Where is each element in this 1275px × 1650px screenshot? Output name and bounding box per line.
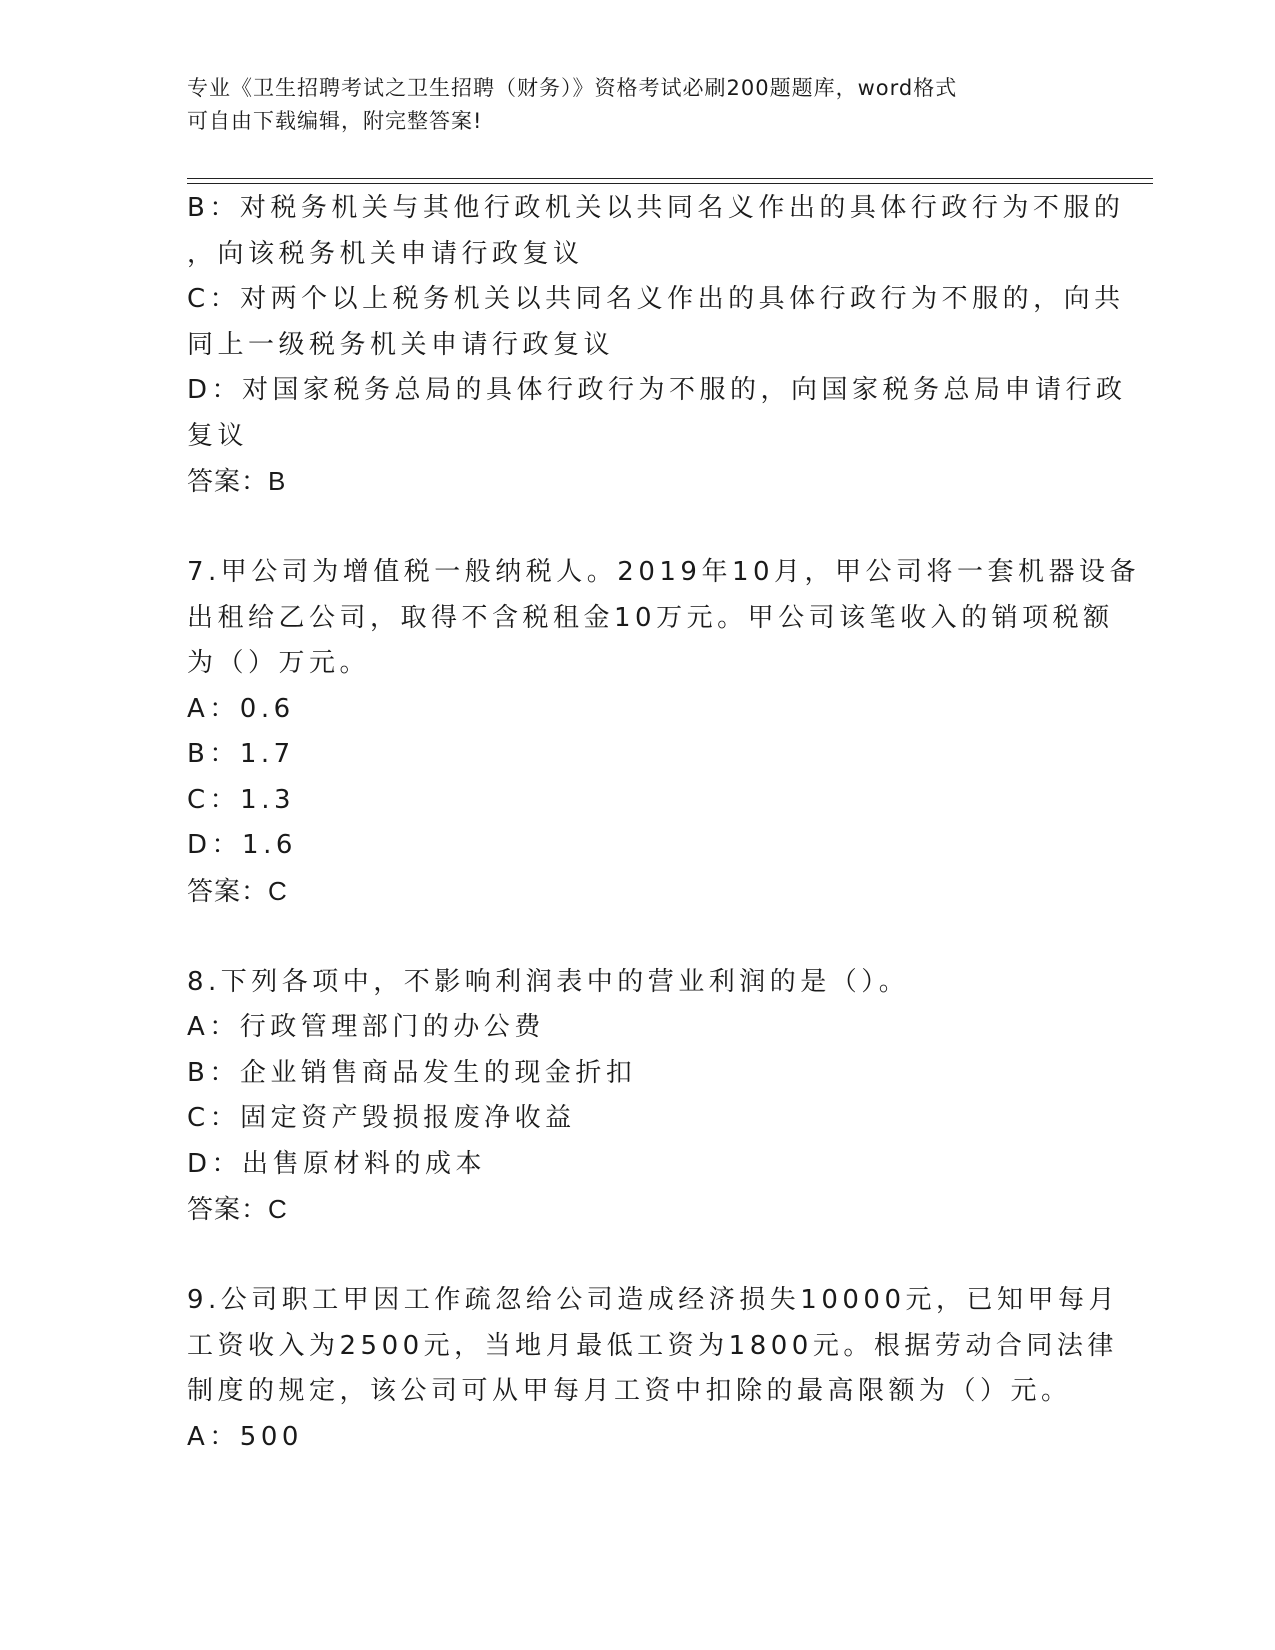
question-stem-line-1: 7.甲公司为增值税一般纳税人。2019年10月，甲公司将一套机器设备 bbox=[187, 557, 1141, 587]
question-stem-line-1: 8.下列各项中，不影响利润表中的营业利润的是（）。 bbox=[187, 966, 910, 997]
option-a: A：行政管理部门的办公费 bbox=[187, 1012, 545, 1042]
page-header bbox=[187, 72, 1067, 138]
option-d-line-1: D：对国家税务总局的具体行政行为不服的，向国家税务总局申请行政 bbox=[187, 375, 1127, 405]
question-7 bbox=[187, 550, 1141, 914]
question-stem-line-3: 为（）万元。 bbox=[187, 648, 371, 678]
answer-line: 答案：B bbox=[187, 466, 287, 496]
option-c: C：固定资产毁损报废净收益 bbox=[187, 1103, 576, 1133]
option-c: C：1.3 bbox=[187, 784, 296, 815]
question-8 bbox=[187, 960, 1087, 1233]
header-divider-bottom bbox=[187, 183, 1153, 184]
option-b: B：1.7 bbox=[187, 739, 295, 769]
option-d: D：1.6 bbox=[187, 830, 297, 860]
answer-line: 答案：C bbox=[187, 875, 288, 906]
question-6-tail bbox=[187, 186, 1127, 505]
question-9 bbox=[187, 1278, 1120, 1460]
spacer bbox=[187, 1233, 1087, 1279]
question-stem-line-1: 9.公司职工甲因工作疏忽给公司造成经济损失10000元，已知甲每月 bbox=[187, 1285, 1120, 1315]
spacer bbox=[187, 914, 1087, 960]
question-stem-line-2: 出租给乙公司，取得不含税租金10万元。甲公司该笔收入的销项税额 bbox=[187, 602, 1114, 633]
option-b: B：企业销售商品发生的现金折扣 bbox=[187, 1057, 637, 1088]
option-d-line-2: 复议 bbox=[187, 420, 249, 451]
option-c-line-2: 同上一级税务机关申请行政复议 bbox=[187, 329, 615, 360]
answer-line: 答案：C bbox=[187, 1194, 288, 1224]
option-a: A：500 bbox=[187, 1421, 303, 1452]
option-b-line-2: ，向该税务机关申请行政复议 bbox=[187, 238, 584, 269]
question-stem-line-3: 制度的规定，该公司可从甲每月工资中扣除的最高限额为（）元。 bbox=[187, 1376, 1072, 1406]
option-d: D：出售原材料的成本 bbox=[187, 1148, 487, 1179]
spacer bbox=[187, 505, 1087, 551]
header-divider-top bbox=[187, 178, 1153, 179]
question-stem-line-2: 工资收入为2500元，当地月最低工资为1800元。根据劳动合同法律 bbox=[187, 1330, 1118, 1361]
question-content bbox=[187, 186, 1141, 1460]
header-line-2: 可自由下载编辑，附完整答案! bbox=[187, 109, 483, 133]
option-a: A：0.6 bbox=[187, 693, 295, 724]
option-c-line-1: C：对两个以上税务机关以共同名义作出的具体行政行为不服的，向共 bbox=[187, 284, 1125, 314]
option-b-line-1: B：对税务机关与其他行政机关以共同名义作出的具体行政行为不服的 bbox=[187, 193, 1125, 223]
header-line-1: 专业《卫生招聘考试之卫生招聘（财务）》资格考试必刷200题题库，word格式 bbox=[187, 76, 958, 100]
